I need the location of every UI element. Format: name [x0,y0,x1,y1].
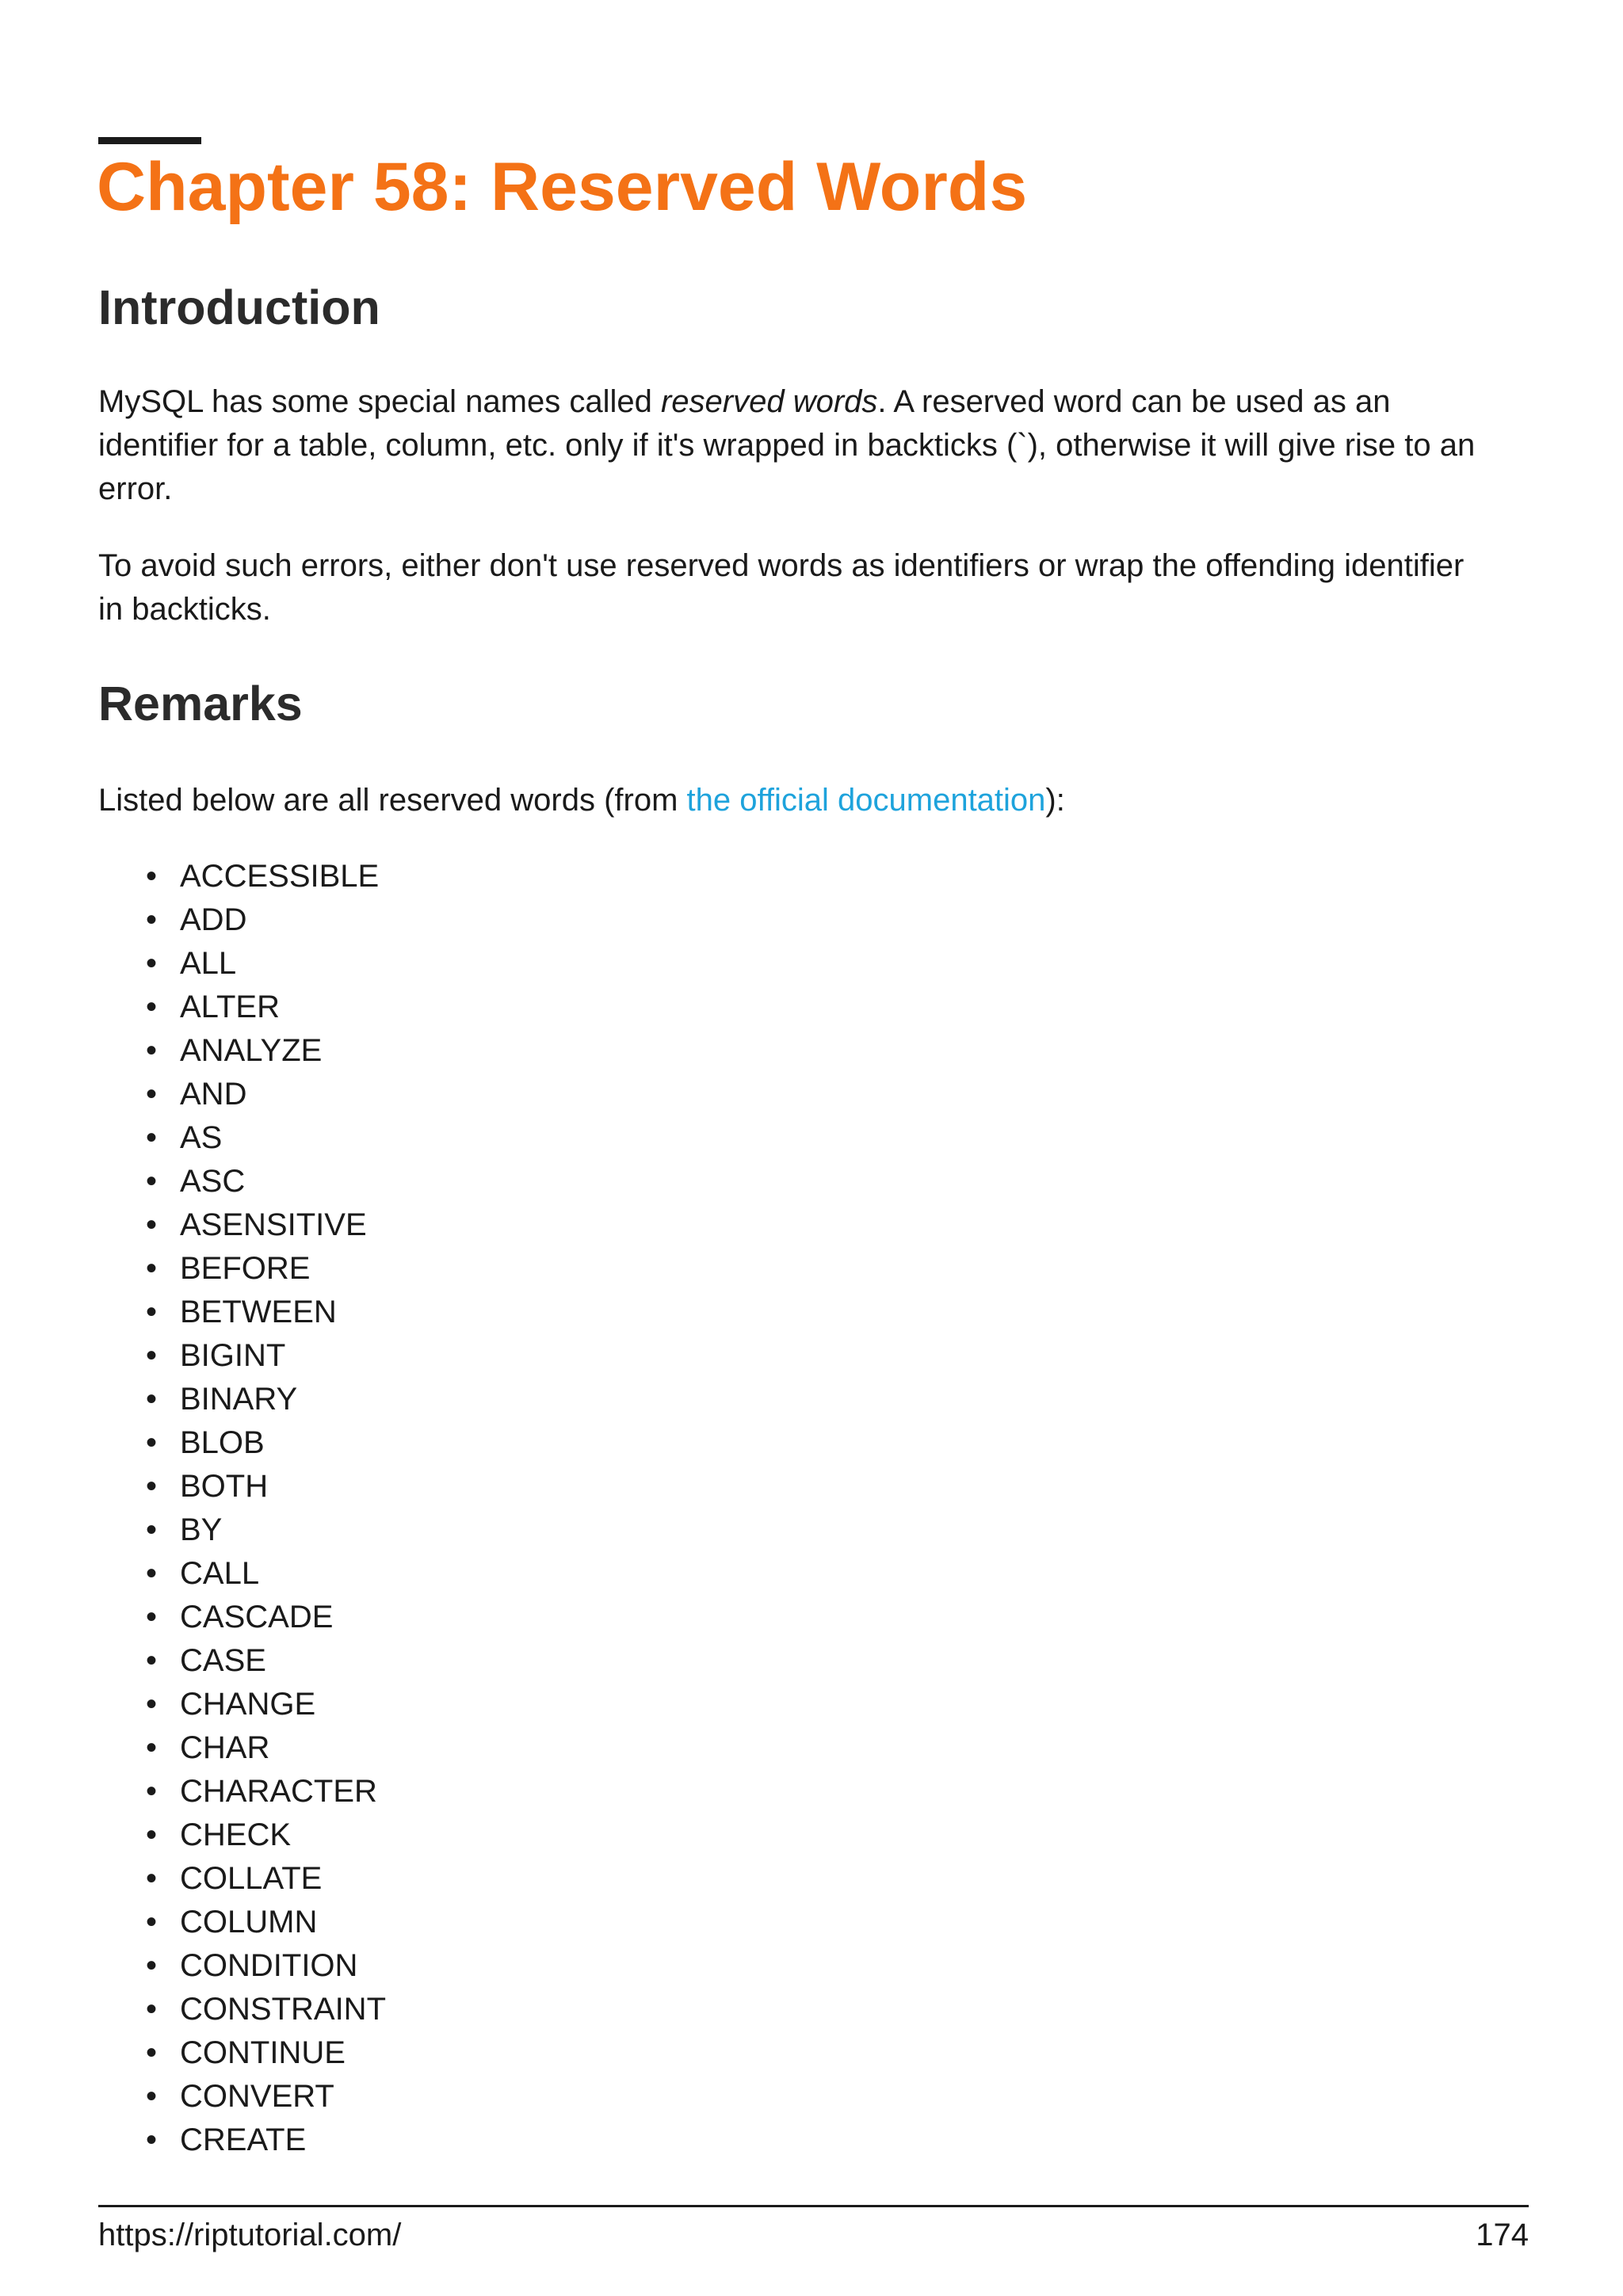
reserved-word: CASCADE [180,1600,334,1634]
bullet-icon: • [146,2122,158,2157]
list-item [98,942,386,986]
bullet-icon: • [146,1382,158,1417]
introduction-heading: Introduction [98,280,380,334]
emphasized-term: reserved words [660,384,878,419]
list-item [98,986,386,1029]
list-item [98,1029,386,1073]
list-item [98,1944,386,1988]
list-item [98,1901,386,1944]
list-item [98,1857,386,1901]
list-item [98,1116,386,1160]
list-item [98,2031,386,2075]
bullet-icon: • [146,946,158,981]
list-item [98,1988,386,2031]
official-documentation-link[interactable]: the official documentation [686,783,1046,818]
reserved-word: BOTH [180,1469,269,1504]
text-run: MySQL has some special names called [98,384,661,419]
reserved-word: CHARACTER [180,1774,377,1809]
bullet-icon: • [146,902,158,937]
reserved-word: BEFORE [180,1251,311,1286]
list-item [98,1378,386,1421]
paragraph-line [98,779,1533,822]
reserved-word: CONVERT [180,2079,334,2114]
reserved-word: ASC [180,1164,246,1199]
list-item [98,1247,386,1291]
list-item [98,1203,386,1247]
list-item [98,1291,386,1334]
reserved-word: AS [180,1120,223,1155]
list-item [98,898,386,942]
text-run: ): [1045,783,1065,818]
reserved-word: CHAR [180,1730,270,1765]
bullet-icon: • [146,1730,158,1765]
page-number: 174 [1476,2218,1529,2252]
bullet-icon: • [146,1295,158,1329]
bullet-icon: • [146,1338,158,1373]
bullet-icon: • [146,1643,158,1678]
reserved-word: BETWEEN [180,1295,337,1329]
list-item [98,2119,386,2162]
reserved-word: ADD [180,902,247,937]
reserved-word: CALL [180,1556,260,1591]
text-run: . A reserved word can be used as an [877,384,1391,419]
bullet-icon: • [146,1600,158,1634]
reserved-word: CHANGE [180,1687,316,1722]
reserved-word: BINARY [180,1382,298,1417]
remarks-heading: Remarks [98,677,303,730]
reserved-word: BIGINT [180,1338,286,1373]
list-item [98,1726,386,1770]
reserved-word: COLLATE [180,1861,323,1896]
reserved-word: CASE [180,1643,266,1678]
reserved-word: ACCESSIBLE [180,859,380,894]
list-item [98,1596,386,1639]
bullet-icon: • [146,2079,158,2114]
bullet-icon: • [146,1425,158,1460]
list-item [98,2075,386,2119]
introduction-paragraph-1 [98,380,1533,511]
paragraph-line: in backticks. [98,592,271,627]
footer-rule [98,2205,1529,2207]
bullet-icon: • [146,1033,158,1068]
paragraph-line: identifier for a table, column, etc. only if it's wrapped in backticks (`), otherwise it will give rise to an [98,428,1476,463]
list-item [98,1552,386,1596]
reserved-word: COLUMN [180,1905,318,1939]
reserved-word: CONSTRAINT [180,1992,386,2027]
list-item [98,1683,386,1726]
bullet-icon: • [146,1948,158,1983]
bullet-icon: • [146,1207,158,1242]
bullet-icon: • [146,1817,158,1852]
reserved-word: CHECK [180,1817,292,1852]
list-item [98,1770,386,1814]
bullet-icon: • [146,990,158,1024]
paragraph-line: error. [98,471,173,506]
bullet-icon: • [146,1512,158,1547]
introduction-paragraph-2 [98,544,1533,631]
list-item [98,1073,386,1116]
reserved-words-list [98,855,386,2162]
reserved-word: CONDITION [180,1948,358,1983]
reserved-word: CONTINUE [180,2035,346,2070]
list-item [98,1639,386,1683]
reserved-word: CREATE [180,2122,307,2157]
bullet-icon: • [146,1469,158,1504]
bullet-icon: • [146,1774,158,1809]
bullet-icon: • [146,1905,158,1939]
list-item [98,1160,386,1203]
bullet-icon: • [146,1687,158,1722]
reserved-word: BY [180,1512,223,1547]
bullet-icon: • [146,1556,158,1591]
paragraph-line: To avoid such errors, either don't use reserved words as identifiers or wrap the offending identifier [98,548,1465,583]
reserved-word: BLOB [180,1425,265,1460]
bullet-icon: • [146,1861,158,1896]
paragraph-line [98,380,1533,424]
bullet-icon: • [146,859,158,894]
title-accent-rule [98,137,201,144]
reserved-word: ANALYZE [180,1033,323,1068]
reserved-word: AND [180,1077,247,1112]
bullet-icon: • [146,1251,158,1286]
bullet-icon: • [146,1077,158,1112]
list-item [98,1508,386,1552]
bullet-icon: • [146,1164,158,1199]
list-item [98,855,386,898]
list-item [98,1421,386,1465]
reserved-word: ASENSITIVE [180,1207,367,1242]
text-run: Listed below are all reserved words (from [98,783,687,818]
footer-url: https://riptutorial.com/ [98,2218,402,2252]
chapter-title: Chapter 58: Reserved Words [97,149,1028,225]
list-item [98,1814,386,1857]
bullet-icon: • [146,1120,158,1155]
reserved-word: ALL [180,946,237,981]
reserved-word: ALTER [180,990,280,1024]
list-item [98,1334,386,1378]
bullet-icon: • [146,1992,158,2027]
list-item [98,1465,386,1508]
remarks-intro-paragraph [98,779,1533,822]
bullet-icon: • [146,2035,158,2070]
